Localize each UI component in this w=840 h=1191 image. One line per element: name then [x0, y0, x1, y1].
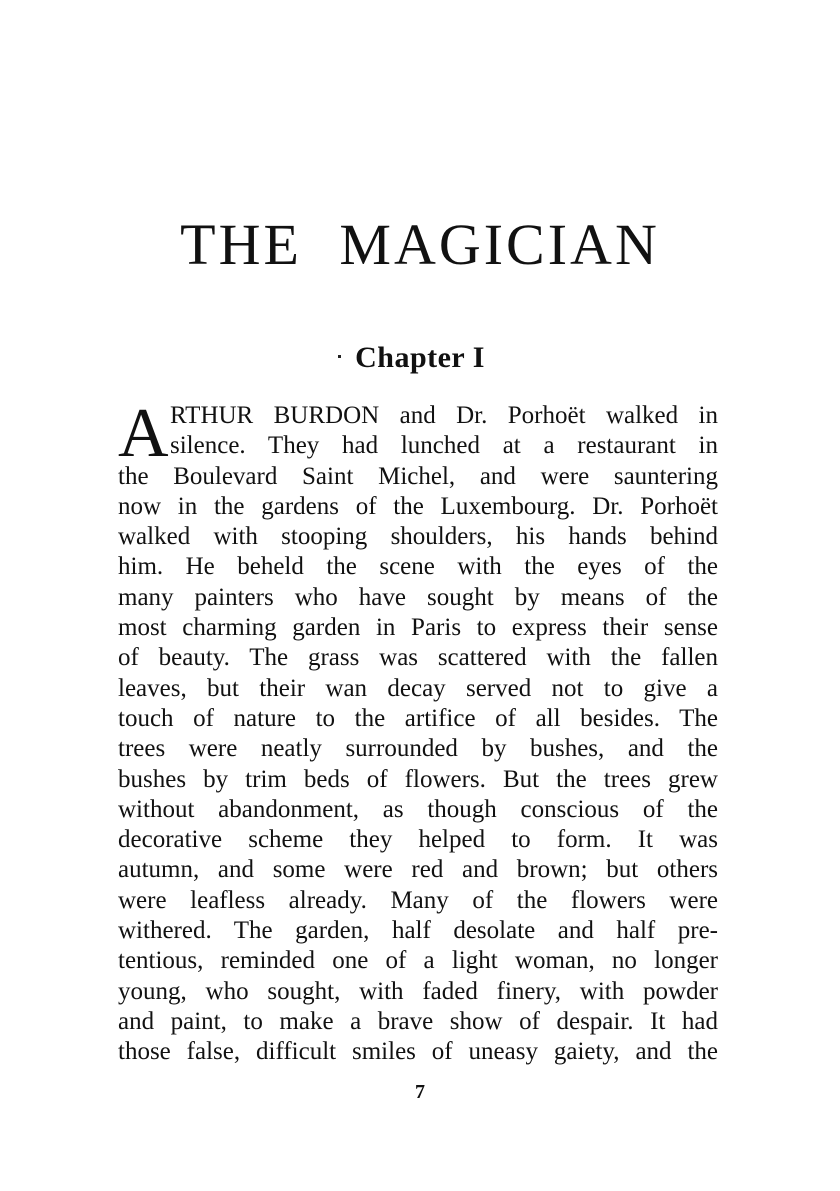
text-line: bushes by trim beds of flowers. But the trees grew: [118, 765, 718, 793]
text-line: many painters who have sought by means of the: [118, 583, 718, 611]
text-line: the Boulevard Saint Michel, and were sauntering: [118, 462, 718, 490]
text-line: tentious, reminded one of a light woman, no longer: [118, 947, 718, 975]
text-line: those false, difficult smiles of uneasy gaiety, and the: [118, 1038, 718, 1066]
text-line: RTHUR BURDON and Dr. Porhoët walked in: [170, 402, 718, 429]
text-line: and paint, to make a brave show of despair. It had: [118, 1007, 718, 1035]
text-line: walked with stooping shoulders, his hands behind: [118, 523, 718, 551]
book-title: THE MAGICIAN: [180, 212, 660, 277]
text-line: of beauty. The grass was scattered with the fallen: [118, 644, 718, 672]
text-line: were leafless already. Many of the flowers were: [118, 886, 718, 914]
text-line: leaves, but their wan decay served not to give a: [118, 674, 718, 702]
text-line: young, who sought, with faded finery, with powder: [118, 977, 718, 1005]
text-line: withered. The garden, half desolate and half pre-: [118, 917, 718, 945]
text-line: him. He beheld the scene with the eyes of the: [118, 553, 718, 581]
drop-cap: A: [118, 395, 169, 472]
text-line: decorative scheme they helped to form. It was: [118, 826, 718, 854]
text-line: now in the gardens of the Luxembourg. Dr. Porhoët: [118, 492, 718, 520]
text-line: silence. They had lunched at a restaurant in: [170, 432, 718, 460]
text-line: most charming garden in Paris to express their sense: [118, 614, 718, 642]
chapter-body-text: [118, 395, 718, 1068]
text-line: without abandonment, as though conscious of the: [118, 795, 718, 823]
text-line: touch of nature to the artifice of all besides. The: [118, 704, 718, 732]
text-line: trees were neatly surrounded by bushes, and the: [118, 735, 718, 763]
text-line: autumn, and some were red and brown; but others: [118, 856, 718, 884]
chapter-heading: Chapter I: [355, 341, 485, 374]
page-number: 7: [415, 1081, 425, 1103]
